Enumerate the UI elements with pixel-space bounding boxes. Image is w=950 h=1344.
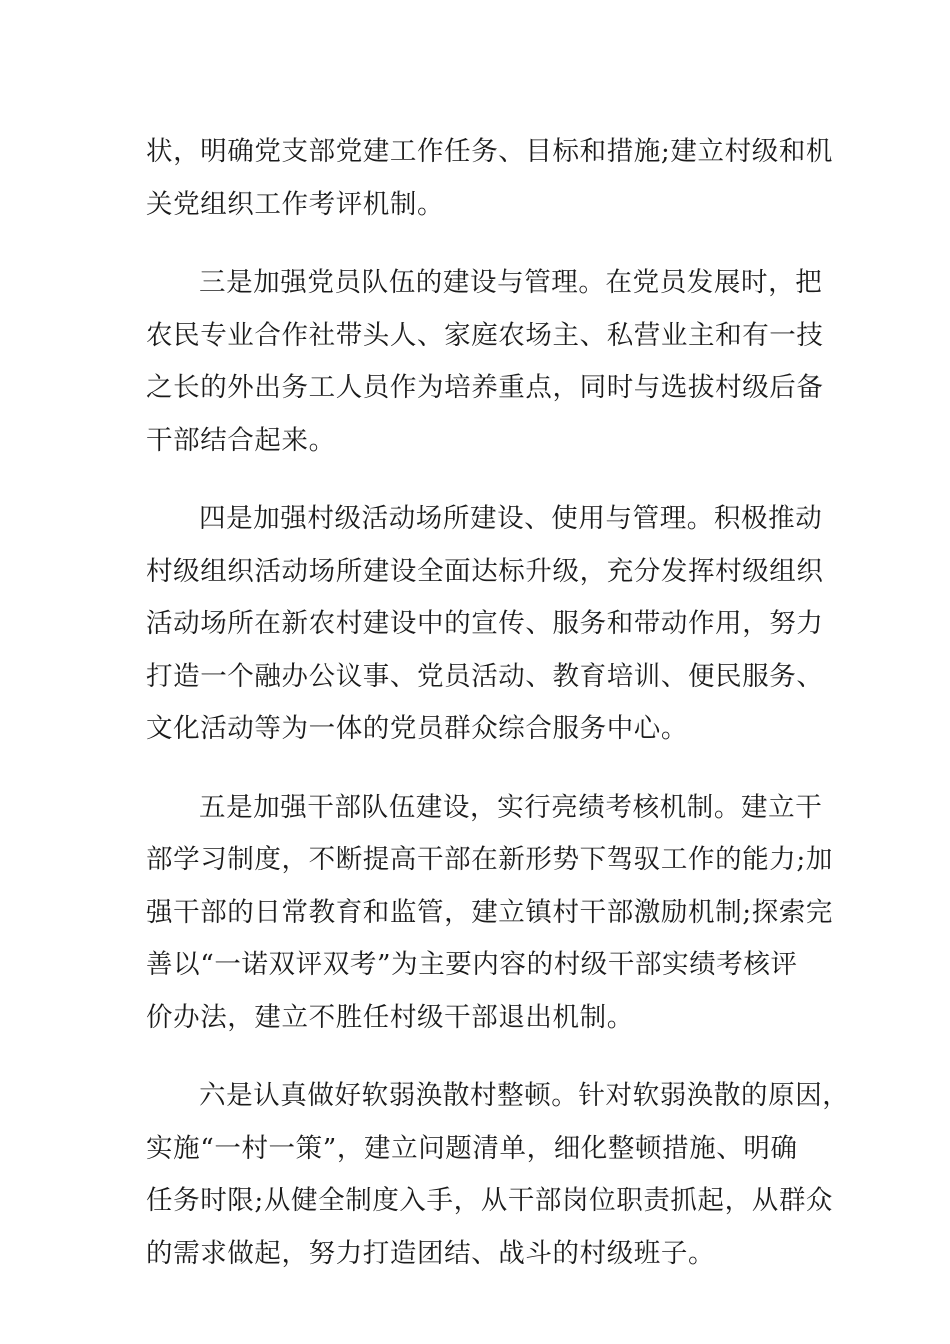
text-line: 任务时限;从健全制度入手，从干部岗位职责抓起，从群众 (146, 1185, 834, 1216)
text-line: 状，明确党支部党建工作任务、目标和措施;建立村级和机 (146, 136, 834, 167)
text-line: 关党组织工作考评机制。 (146, 188, 445, 220)
text-line: 文化活动等为一体的党员群众综合服务中心。 (146, 713, 688, 744)
text-line: 价办法，建立不胜任村级干部退出机制。 (146, 1001, 634, 1033)
text-line: 农民专业合作社带头人、家庭农场主、私营业主和有一技 (146, 319, 824, 351)
text-line: 强干部的日常教育和监管，建立镇村干部激励机制;探索完 (146, 896, 834, 928)
text-line: 实施“一村一策”，建立问题清单，细化整顿措施、明确 (146, 1132, 798, 1164)
paragraph-item-4 (146, 493, 824, 756)
text-line: 六是认真做好软弱涣散村整顿。针对软弱涣散的原因， (199, 1080, 850, 1111)
paragraph-item-3 (146, 257, 824, 467)
paragraph-item-6 (146, 1070, 850, 1280)
paragraph-item-5 (146, 782, 834, 1045)
text-line: 打造一个融办公议事、党员活动、教育培训、便民服务、 (146, 660, 824, 692)
paragraph-continuation (146, 126, 834, 231)
text-line: 的需求做起，努力打造团结、战斗的村级班子。 (146, 1237, 716, 1269)
text-line: 村级组织活动场所建设全面达标升级，充分发挥村级组织 (146, 555, 824, 587)
text-line: 部学习制度，不断提高干部在新形势下驾驭工作的能力;加 (146, 844, 834, 875)
text-line: 三是加强党员队伍的建设与管理。在党员发展时，把 (199, 267, 823, 298)
text-line: 活动场所在新农村建设中的宣传、服务和带动作用，努力 (146, 608, 824, 639)
document-body (146, 126, 850, 1306)
text-line: 五是加强干部队伍建设，实行亮绩考核机制。建立干 (199, 791, 823, 823)
text-line: 干部结合起来。 (146, 424, 336, 456)
text-line: 之长的外出务工人员作为培养重点，同时与选拔村级后备 (146, 372, 824, 403)
text-line: 善以“一诺双评双考”为主要内容的村级干部实绩考核评 (146, 949, 798, 980)
text-line: 四是加强村级活动场所建设、使用与管理。积极推动 (199, 503, 823, 534)
